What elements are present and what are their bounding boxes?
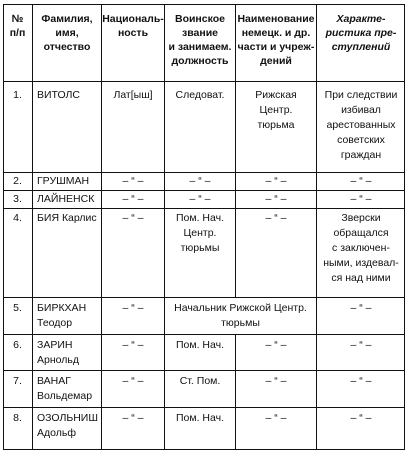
row-number: 3. (13, 193, 22, 205)
header-nationality: Националь- ность (102, 13, 164, 39)
row-number: 2. (13, 175, 22, 187)
row-nationality: – “ – (122, 302, 144, 314)
row-unit: – “ – (265, 412, 287, 424)
header-military-rank: Воинское звание и занимаем. должность (168, 13, 232, 67)
row-unit: – “ – (265, 193, 287, 205)
row-crime: – “ – (350, 193, 372, 205)
row-name: ВАНАГ Вольдемар (37, 375, 93, 402)
row-rank: – “ – (189, 175, 211, 187)
row-divider (3, 334, 405, 335)
row-number: 5. (13, 302, 22, 314)
row-name: БИРКХАН Теодор (37, 302, 87, 329)
row-nationality: Лат[ыш] (113, 89, 153, 101)
header-full-name: Фамилия, имя, отчество (41, 13, 93, 53)
row-name: ОЗОЛЬНИШ Адольф (37, 412, 98, 439)
row-divider (3, 370, 405, 371)
row-divider (3, 81, 405, 82)
row-crime: – “ – (350, 375, 372, 387)
row-divider (3, 297, 405, 298)
row-unit: – “ – (265, 175, 287, 187)
row-number: 4. (13, 212, 22, 224)
row-name: ЛАЙНЕНСК (37, 193, 95, 205)
header-number: № п/п (9, 13, 26, 39)
row-number: 6. (13, 339, 22, 351)
row-nationality: – “ – (122, 375, 144, 387)
row-crime: – “ – (350, 175, 372, 187)
row-rank: Следоват. (175, 89, 225, 101)
row-rank: Пом. Нач. (175, 412, 225, 424)
row-divider (3, 172, 405, 173)
row-number: 1. (13, 89, 22, 101)
header-unit: Наименование немецк. и др. части и учреж- дений (237, 13, 315, 67)
row-divider (3, 208, 405, 209)
row-unit: – “ – (265, 339, 287, 351)
row-rank: Ст. Пом. (179, 375, 221, 387)
row-rank: – “ – (189, 193, 211, 205)
row-name: ГРУШМАН (37, 175, 90, 187)
row-unit: – “ – (265, 375, 287, 387)
row-rank: Пом. Нач. Центр. тюрьмы (175, 212, 225, 254)
row-rank-merged: Начальник Рижской Центр. тюрьмы (174, 302, 307, 329)
row-crime: – “ – (350, 339, 372, 351)
row-nationality: – “ – (122, 339, 144, 351)
row-nationality: – “ – (122, 212, 144, 224)
row-name: БИЯ Карлис (37, 212, 97, 224)
row-divider (3, 407, 405, 408)
row-divider (3, 190, 405, 191)
row-nationality: – “ – (122, 412, 144, 424)
row-crime: – “ – (350, 302, 372, 314)
row-unit: Рижская Центр. тюрьма (255, 89, 297, 131)
row-crime: – “ – (350, 412, 372, 424)
row-unit: – “ – (265, 212, 287, 224)
row-number: 8. (13, 412, 22, 424)
row-crime: При следствии избивал арестованных советских граждан (324, 89, 398, 161)
row-number: 7. (13, 375, 22, 387)
row-nationality: – “ – (122, 193, 144, 205)
row-name: ЗАРИН Арнольд (37, 339, 79, 366)
row-rank: Пом. Нач. (175, 339, 225, 351)
row-nationality: – “ – (122, 175, 144, 187)
row-crime: Зверски обращался с заключен- ными, издевал- ся над ними (323, 212, 399, 284)
row-name: ВИТОЛС (37, 89, 81, 101)
header-crimes: Характе- ристика пре- ступлений (325, 13, 397, 53)
